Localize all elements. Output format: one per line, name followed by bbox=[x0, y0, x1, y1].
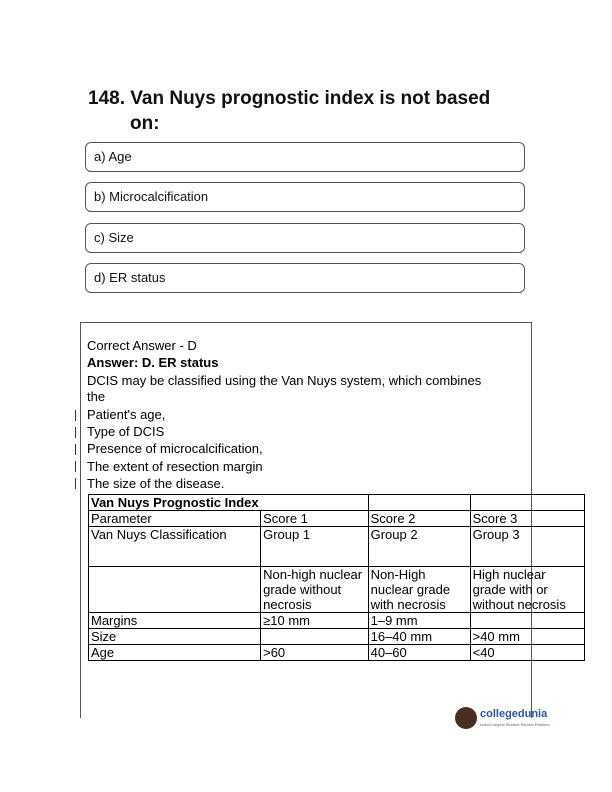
table-cell: Size bbox=[89, 629, 261, 645]
table-header-cell: Parameter bbox=[89, 511, 261, 527]
table-cell: >40 mm bbox=[470, 629, 584, 645]
table-cell: Group 1 bbox=[261, 527, 369, 567]
question-title bbox=[88, 86, 528, 136]
bullet-marker bbox=[75, 461, 79, 472]
bullet-item: Type of DCIS bbox=[87, 424, 165, 439]
table-cell: 1–9 mm bbox=[368, 613, 470, 629]
table-row bbox=[89, 527, 585, 567]
table-cell: Group 2 bbox=[368, 527, 470, 567]
table-row bbox=[89, 629, 585, 645]
table-cell bbox=[368, 495, 470, 511]
bullet-marker bbox=[75, 410, 79, 421]
table-cell: Non-High nuclear grade with necrosis bbox=[368, 567, 470, 613]
answer-line: Answer: D. ER status bbox=[87, 355, 219, 370]
correct-answer: Correct Answer - D bbox=[87, 338, 197, 353]
table-header-cell: Score 3 bbox=[470, 511, 584, 527]
table-cell: Van Nuys Classification bbox=[89, 527, 261, 567]
bullet-marker bbox=[75, 427, 79, 438]
logo-tagline: India's largest Student Review Platform bbox=[480, 722, 550, 727]
table-cell: Group 3 bbox=[470, 527, 584, 567]
option-b[interactable]: b) Microcalcification bbox=[85, 182, 525, 212]
table-cell: ≥10 mm bbox=[261, 613, 369, 629]
table-cell: >60 bbox=[261, 645, 369, 661]
bullet-item: Presence of microcalcification, bbox=[87, 441, 263, 456]
table-cell: <40 bbox=[470, 645, 584, 661]
table-cell: Non-high nuclear grade without necrosis bbox=[261, 567, 369, 613]
bullet-item: The extent of resection margin bbox=[87, 459, 263, 474]
table-cell bbox=[89, 567, 261, 613]
table-title-row bbox=[89, 495, 585, 511]
bullet-marker bbox=[75, 444, 79, 455]
collegedunia-logo bbox=[455, 705, 565, 735]
bullet-item: The size of the disease. bbox=[87, 476, 225, 491]
table-cell: 16–40 mm bbox=[368, 629, 470, 645]
table-header-row bbox=[89, 511, 585, 527]
table-row bbox=[89, 645, 585, 661]
table-row bbox=[89, 567, 585, 613]
question-text-line1: Van Nuys prognostic index is not based bbox=[130, 88, 491, 109]
table-header-cell: Score 2 bbox=[368, 511, 470, 527]
table-cell: Margins bbox=[89, 613, 261, 629]
option-d[interactable]: d) ER status bbox=[85, 263, 525, 293]
explanation-line1: DCIS may be classified using the Van Nuys system, which combines bbox=[87, 373, 482, 388]
option-a[interactable]: a) Age bbox=[85, 142, 525, 172]
table-cell bbox=[261, 495, 369, 511]
logo-name: collegedunia bbox=[480, 708, 548, 720]
bullet-marker bbox=[75, 478, 79, 489]
explanation-line2: the bbox=[87, 389, 106, 404]
option-c[interactable]: c) Size bbox=[85, 223, 525, 253]
table-cell: 40–60 bbox=[368, 645, 470, 661]
graduate-cap-icon bbox=[455, 707, 477, 729]
question-number: 148. bbox=[88, 88, 125, 109]
table-row bbox=[89, 613, 585, 629]
table-title-text: Van Nuys Prognostic Index bbox=[91, 495, 259, 510]
table-cell bbox=[470, 495, 584, 511]
table-cell bbox=[261, 629, 369, 645]
table-cell: Age bbox=[89, 645, 261, 661]
table-cell: High nuclear grade with or without necrosis bbox=[470, 567, 584, 613]
question-text-line2: on: bbox=[130, 113, 160, 134]
table-header-cell: Score 1 bbox=[261, 511, 369, 527]
table-cell bbox=[470, 613, 584, 629]
bullet-item: Patient's age, bbox=[87, 407, 166, 422]
table-title bbox=[89, 495, 261, 511]
van-nuys-table bbox=[88, 494, 585, 661]
